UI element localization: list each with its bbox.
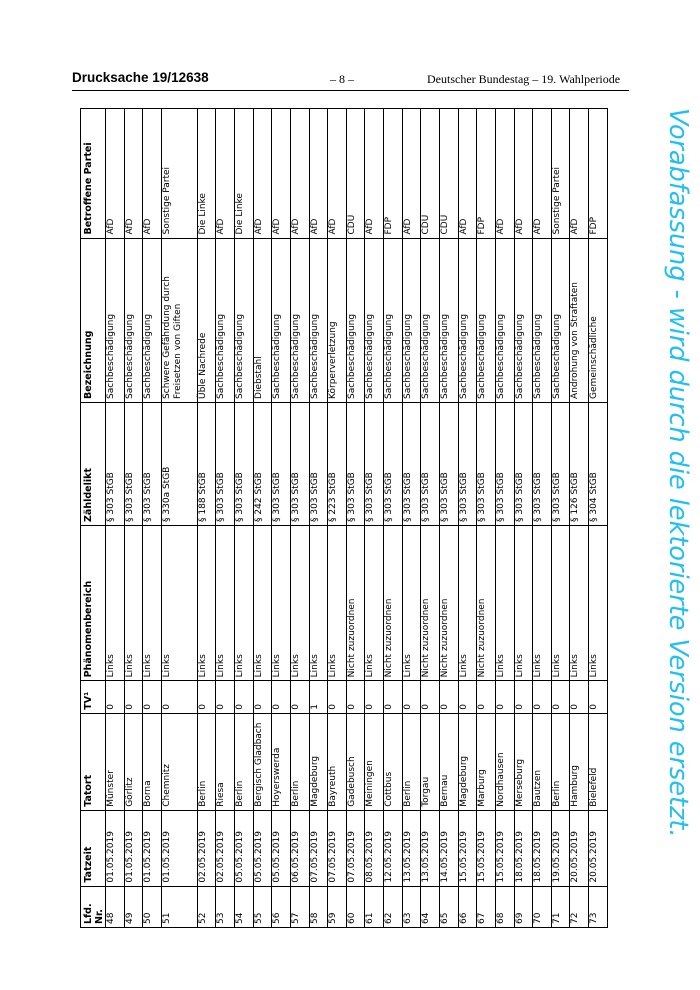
cell-zaehldelikt: § 303 StGB [106,402,125,525]
cell-tv: 0 [124,681,143,713]
cell-tatort: Berlin [290,713,309,810]
cell-tatort: Görlitz [124,713,143,810]
cell-partei: AfD [216,109,235,239]
cell-nr: 52 [197,886,216,927]
header-phaenomen: Phänomenbereich [81,525,106,680]
cell-bezeichnung: Sachbeschädigung [495,238,514,402]
cell-bezeichnung: Sachbeschädigung [421,238,440,402]
cell-tv: 0 [421,681,440,713]
cell-zaehldelikt: § 303 StGB [384,402,403,525]
cell-partei: FDP [384,109,403,239]
cell-phaenomen: Links [551,525,570,680]
cell-tatzeit: 15.05.2019 [495,810,514,886]
cell-phaenomen: Links [365,525,384,680]
cell-tatzeit: 13.05.2019 [402,810,421,886]
cell-bezeichnung: Sachbeschädigung [143,238,162,402]
cell-nr: 73 [589,886,608,927]
cell-phaenomen: Nicht zuzuordnen [421,525,440,680]
cell-zaehldelikt: § 330a StGB [161,402,197,525]
cell-zaehldelikt: § 303 StGB [477,402,496,525]
cell-tatzeit: 01.05.2019 [161,810,197,886]
draft-watermark: Vorabfassung - wird durch die lektorierte Version ersetzt. [663,108,693,838]
cell-tatort: Bielefeld [589,713,608,810]
cell-tv: 0 [570,681,589,713]
cell-partei: AfD [365,109,384,239]
cell-tatzeit: 01.05.2019 [143,810,162,886]
cell-phaenomen: Links [402,525,421,680]
cell-tatort: Cottbus [384,713,403,810]
cell-nr: 57 [290,886,309,927]
cell-tatzeit: 18.05.2019 [514,810,533,886]
cell-tatzeit: 20.05.2019 [570,810,589,886]
cell-zaehldelikt: § 303 StGB [439,402,458,525]
table-row [570,109,589,928]
cell-tatzeit: 15.05.2019 [477,810,496,886]
cell-phaenomen: Nicht zuzuordnen [384,525,403,680]
table-row [495,109,514,928]
cell-bezeichnung: Diebstahl [253,238,272,402]
cell-phaenomen: Links [328,525,347,680]
cell-nr: 67 [477,886,496,927]
table-row [458,109,477,928]
cell-tatort: Riesa [216,713,235,810]
cell-partei: AfD [458,109,477,239]
cell-zaehldelikt: § 303 StGB [309,402,328,525]
header-bezeichnung: Bezeichnung [81,238,106,402]
document-number-value: 12638 [171,70,209,85]
cell-nr: 71 [551,886,570,927]
cell-tatort: Berlin [402,713,421,810]
cell-tatort: Magdeburg [458,713,477,810]
cell-nr: 54 [234,886,253,927]
table-row [551,109,570,928]
cell-tv: 0 [346,681,365,713]
cell-bezeichnung: Sachbeschädigung [402,238,421,402]
header-tatzeit: Tatzeit [81,810,106,886]
cell-phaenomen: Links [161,525,197,680]
cell-phaenomen: Nicht zuzuordnen [346,525,365,680]
cell-zaehldelikt: § 303 StGB [216,402,235,525]
cell-zaehldelikt: § 126 StGB [570,402,589,525]
cell-partei: Die Linke [197,109,216,239]
document-number [72,70,209,85]
table-row [328,109,347,928]
cell-phaenomen: Links [458,525,477,680]
cell-phaenomen: Links [589,525,608,680]
cell-partei: Sonstige Partei [551,109,570,239]
cell-nr: 50 [143,886,162,927]
table-row [533,109,552,928]
cell-tatzeit: 02.05.2019 [197,810,216,886]
cell-tatzeit: 07.05.2019 [328,810,347,886]
cell-tatzeit: 14.05.2019 [439,810,458,886]
cell-partei: CDU [421,109,440,239]
cell-tatzeit: 20.05.2019 [589,810,608,886]
cell-partei: AfD [402,109,421,239]
cell-tatort: Torgau [421,713,440,810]
cell-tv: 0 [533,681,552,713]
cell-tv: 0 [495,681,514,713]
cell-tv: 0 [234,681,253,713]
cell-phaenomen: Links [106,525,125,680]
cell-nr: 64 [421,886,440,927]
table-row [161,109,197,928]
cell-phaenomen: Links [216,525,235,680]
cell-tv: 0 [197,681,216,713]
parliament-period: Deutscher Bundestag – 19. Wahlperiode [427,72,621,86]
cell-partei: AfD [309,109,328,239]
cell-partei: AfD [253,109,272,239]
cell-tv: 0 [402,681,421,713]
cell-tv: 0 [290,681,309,713]
cell-tatzeit: 18.05.2019 [533,810,552,886]
cell-tv: 0 [365,681,384,713]
cell-phaenomen: Links [234,525,253,680]
cell-partei: AfD [328,109,347,239]
cell-zaehldelikt: § 303 StGB [495,402,514,525]
cell-bezeichnung: Sachbeschädigung [514,238,533,402]
cell-bezeichnung: Gemeinschädliche [589,238,608,402]
cell-nr: 63 [402,886,421,927]
cell-phaenomen: Links [197,525,216,680]
cell-phaenomen: Links [143,525,162,680]
table-body [106,109,608,928]
table-row [346,109,365,928]
cell-nr: 62 [384,886,403,927]
cell-zaehldelikt: § 303 StGB [234,402,253,525]
cell-tv: 0 [272,681,291,713]
cell-partei: CDU [346,109,365,239]
cell-bezeichnung: Körperverletzung [328,238,347,402]
cell-tatzeit: 12.05.2019 [384,810,403,886]
cell-phaenomen: Nicht zuzuordnen [439,525,458,680]
table-row [234,109,253,928]
cell-nr: 61 [365,886,384,927]
cell-nr: 72 [570,886,589,927]
cell-partei: AfD [106,109,125,239]
cell-partei: AfD [290,109,309,239]
cell-zaehldelikt: § 188 StGB [197,402,216,525]
cell-nr: 60 [346,886,365,927]
cell-nr: 69 [514,886,533,927]
cell-tatzeit: 01.05.2019 [124,810,143,886]
cell-tatort: Bayreuth [328,713,347,810]
cell-phaenomen: Links [495,525,514,680]
cell-phaenomen: Links [309,525,328,680]
cell-bezeichnung: Sachbeschädigung [533,238,552,402]
cell-partei: AfD [495,109,514,239]
cell-bezeichnung: Sachbeschädigung [439,238,458,402]
cell-bezeichnung: Sachbeschädigung [365,238,384,402]
table-row [143,109,162,928]
table-row [124,109,143,928]
cell-tatzeit: 05.05.2019 [253,810,272,886]
cell-partei: FDP [589,109,608,239]
cell-nr: 56 [272,886,291,927]
cell-tatort: Chemnitz [161,713,197,810]
cell-tv: 0 [384,681,403,713]
cell-tv: 0 [106,681,125,713]
table-row [514,109,533,928]
cell-nr: 65 [439,886,458,927]
cell-tatzeit: 01.05.2019 [106,810,125,886]
table-row [384,109,403,928]
table-row [589,109,608,928]
cell-phaenomen: Links [124,525,143,680]
cell-bezeichnung: Sachbeschädigung [384,238,403,402]
cell-tatzeit: 05.05.2019 [234,810,253,886]
cell-phaenomen: Nicht zuzuordnen [477,525,496,680]
cell-tatort: Magdeburg [309,713,328,810]
table-row [290,109,309,928]
cell-nr: 66 [458,886,477,927]
table-row [365,109,384,928]
cell-nr: 68 [495,886,514,927]
cell-tv: 0 [514,681,533,713]
cell-tatort: Hamburg [570,713,589,810]
cell-zaehldelikt: § 303 StGB [533,402,552,525]
page-number: – 8 – [330,72,354,86]
cell-partei: AfD [514,109,533,239]
cell-zaehldelikt: § 303 StGB [346,402,365,525]
table-row [439,109,458,928]
cell-partei: Die Linke [234,109,253,239]
cell-tatzeit: 05.05.2019 [272,810,291,886]
table-row [106,109,125,928]
cell-nr: 49 [124,886,143,927]
cell-tv: 0 [328,681,347,713]
cell-tv: 0 [439,681,458,713]
header-nr: Lfd. Nr. [81,886,106,927]
header-tv: TV¹ [81,681,106,713]
cell-phaenomen: Links [272,525,291,680]
cell-bezeichnung: Sachbeschädigung [458,238,477,402]
cell-tatzeit: 02.05.2019 [216,810,235,886]
cell-tatzeit: 07.05.2019 [309,810,328,886]
cell-tatort: Münster [106,713,125,810]
cell-phaenomen: Links [514,525,533,680]
cell-tv: 0 [161,681,197,713]
cell-tv: 0 [477,681,496,713]
cell-partei: AfD [570,109,589,239]
header-zaehldelikt: Zähldelikt [81,402,106,525]
cell-nr: 51 [161,886,197,927]
cell-zaehldelikt: § 223 StGB [328,402,347,525]
table-row [272,109,291,928]
cell-bezeichnung: Sachbeschädigung [477,238,496,402]
cell-zaehldelikt: § 303 StGB [124,402,143,525]
cell-zaehldelikt: § 303 StGB [272,402,291,525]
header-tatort: Tatort [81,713,106,810]
cell-tatzeit: 19.05.2019 [551,810,570,886]
header-partei: Betroffene Partei [81,109,106,239]
cell-bezeichnung: Sachbeschädigung [272,238,291,402]
cell-tv: 0 [589,681,608,713]
cell-zaehldelikt: § 303 StGB [551,402,570,525]
cell-tatzeit: 06.05.2019 [290,810,309,886]
cell-nr: 59 [328,886,347,927]
cell-tv: 0 [216,681,235,713]
cell-zaehldelikt: § 303 StGB [290,402,309,525]
cell-zaehldelikt: § 303 StGB [402,402,421,525]
cell-tatort: Borna [143,713,162,810]
table-header-row [81,109,106,928]
cell-phaenomen: Links [570,525,589,680]
table-row [402,109,421,928]
cell-bezeichnung: Sachbeschädigung [309,238,328,402]
cell-nr: 70 [533,886,552,927]
cell-partei: AfD [272,109,291,239]
cell-bezeichnung: Sachbeschädigung [551,238,570,402]
cell-tv: 0 [143,681,162,713]
cell-bezeichnung: Üble Nachrede [197,238,216,402]
header-rule [72,90,629,91]
cell-bezeichnung: Schwere Gefährdung durch Freisetzen von Giften [161,238,197,402]
cell-nr: 55 [253,886,272,927]
cell-partei: AfD [124,109,143,239]
cell-bezeichnung: Sachbeschädigung [216,238,235,402]
table-row [197,109,216,928]
cell-tatort: Hoyerswerda [272,713,291,810]
cell-tv: 1 [309,681,328,713]
cell-zaehldelikt: § 303 StGB [143,402,162,525]
cell-phaenomen: Links [533,525,552,680]
cell-phaenomen: Links [290,525,309,680]
cell-partei: AfD [533,109,552,239]
cell-tatzeit: 13.05.2019 [421,810,440,886]
cell-bezeichnung: Sachbeschädigung [346,238,365,402]
cell-zaehldelikt: § 242 StGB [253,402,272,525]
cell-partei: Sonstige Partei [161,109,197,239]
cell-partei: CDU [439,109,458,239]
cell-tatort: Bergisch Gladbach [253,713,272,810]
cell-tv: 0 [551,681,570,713]
cell-tatzeit: 15.05.2019 [458,810,477,886]
cell-partei: FDP [477,109,496,239]
cell-nr: 58 [309,886,328,927]
cell-zaehldelikt: § 303 StGB [365,402,384,525]
cell-tatort: Gadebusch [346,713,365,810]
cell-phaenomen: Links [253,525,272,680]
cell-tatort: Berlin [234,713,253,810]
cell-tatzeit: 08.05.2019 [365,810,384,886]
cell-bezeichnung: Androhung von Straftaten [570,238,589,402]
cell-zaehldelikt: § 303 StGB [458,402,477,525]
cell-zaehldelikt: § 303 StGB [421,402,440,525]
cell-bezeichnung: Sachbeschädigung [124,238,143,402]
cell-tatort: Merseburg [514,713,533,810]
offense-table [80,108,608,928]
cell-zaehldelikt: § 303 StGB [514,402,533,525]
cell-tatort: Marburg [477,713,496,810]
table-row [253,109,272,928]
cell-tv: 0 [253,681,272,713]
cell-nr: 53 [216,886,235,927]
table-row [216,109,235,928]
document-number-prefix: Drucksache 19/ [72,70,172,85]
cell-tatort: Meiningen [365,713,384,810]
cell-tv: 0 [458,681,477,713]
cell-tatort: Nordhausen [495,713,514,810]
cell-bezeichnung: Sachbeschädigung [234,238,253,402]
cell-tatort: Bautzen [533,713,552,810]
cell-tatort: Berlin [551,713,570,810]
table-row [421,109,440,928]
cell-nr: 48 [106,886,125,927]
cell-bezeichnung: Sachbeschädigung [290,238,309,402]
table-row [309,109,328,928]
cell-tatzeit: 07.05.2019 [346,810,365,886]
cell-tatort: Bernau [439,713,458,810]
cell-partei: AfD [143,109,162,239]
cell-bezeichnung: Sachbeschädigung [106,238,125,402]
cell-tatort: Berlin [197,713,216,810]
rotated-table-container [80,108,608,928]
cell-zaehldelikt: § 304 StGB [589,402,608,525]
table-row [477,109,496,928]
